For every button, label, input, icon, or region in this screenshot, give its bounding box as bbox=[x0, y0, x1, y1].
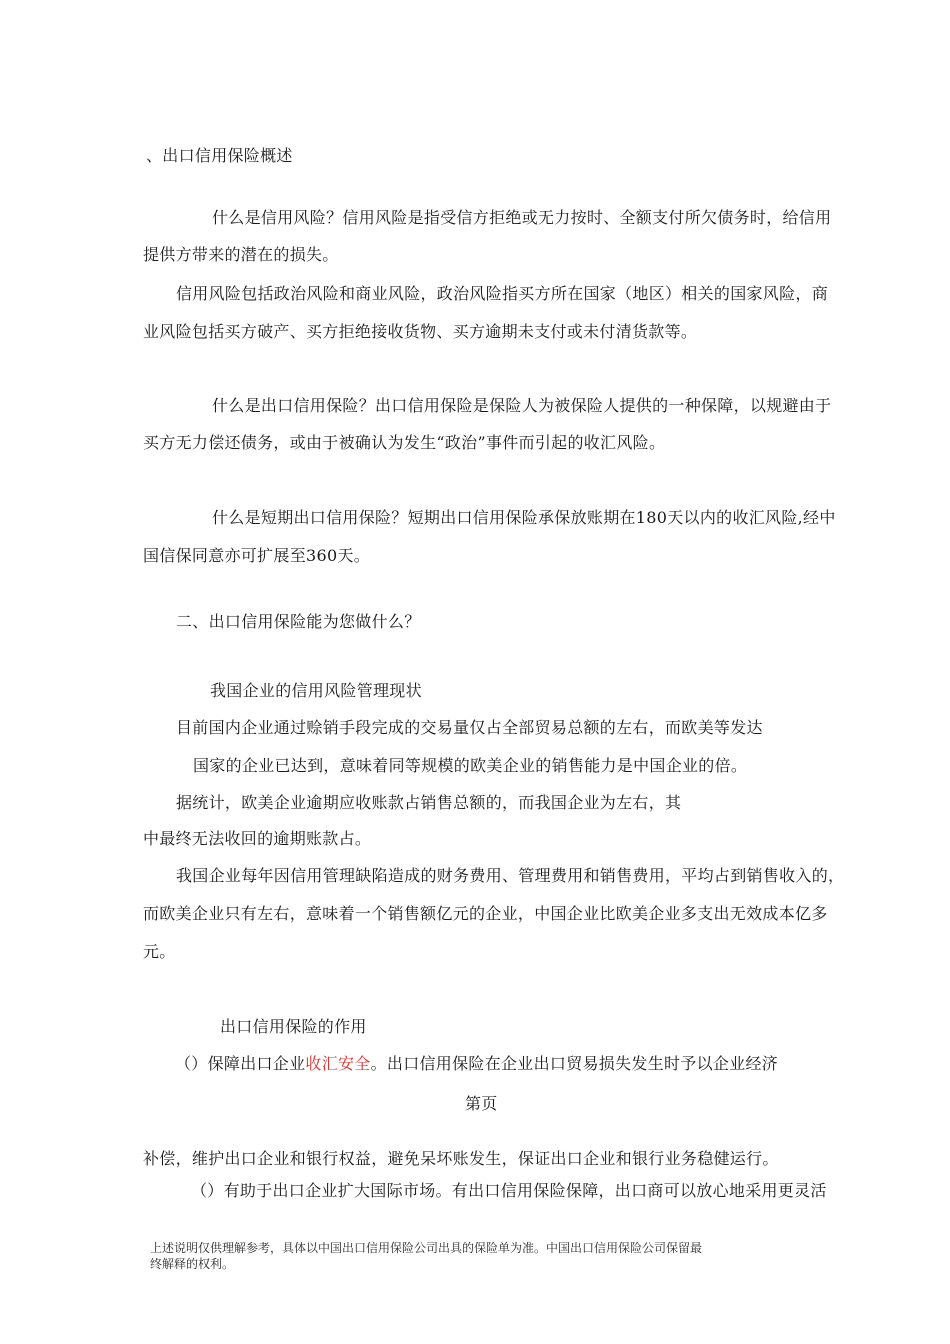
paragraph-export-insurance-line-2: 买方无力偿还债务，或由于被确认为发生“政治”事件而引起的收汇风险。 bbox=[143, 433, 666, 452]
role-item-1 bbox=[175, 1054, 778, 1074]
footer-note-line-2: 终解释的权利。 bbox=[150, 1257, 235, 1271]
role-item-1-text: 。出口信用保险在企业出口贸易损失发生时予以企业经济 bbox=[370, 1054, 779, 1073]
subheading-risk-status: 我国企业的信用风险管理现状 bbox=[210, 681, 422, 700]
paragraph-status-line-4: 中最终无法收回的逾期账款占。 bbox=[143, 829, 372, 848]
highlight-receipt-safety: 收汇安全 bbox=[305, 1054, 371, 1073]
section-heading-1: 、出口信用保险概述 bbox=[146, 146, 293, 165]
subheading-insurance-role: 出口信用保险的作用 bbox=[220, 1017, 367, 1036]
footer-note-line-1: 上述说明仅供理解参考，具体以中国出口信用保险公司出具的保险单为准。中国出口信用保险公司保留最 bbox=[150, 1241, 703, 1255]
paragraph-risk-types-line-2: 业风险包括买方破产、买方拒绝接收货物、买方逾期未支付或未付清货款等。 bbox=[143, 322, 698, 341]
paragraph-status-line-5: 我国企业每年因信用管理缺陷造成的财务费用、管理费用和销售费用，平均占到销售收入的， bbox=[176, 866, 845, 885]
paragraph-status-line-2: 国家的企业已达到，意味着同等规模的欧美企业的销售能力是中国企业的倍。 bbox=[193, 756, 748, 775]
paragraph-credit-risk-line-1: 什么是信用风险？信用风险是指受信方拒绝或无力按时、全额支付所欠债务时，给信用 bbox=[212, 208, 832, 227]
paragraph-status-line-6: 而欧美企业只有左右，意味着一个销售额亿元的企业，中国企业比欧美企业多支出无效成本亿多 bbox=[143, 904, 828, 923]
paragraph-export-insurance-line-1: 什么是出口信用保险？出口信用保险是保险人为被保险人提供的一种保障，以规避由于 bbox=[212, 396, 832, 415]
paragraph-risk-types-line-1: 信用风险包括政治风险和商业风险，政治风险指买方所在国家（地区）相关的国家风险，商 bbox=[176, 284, 829, 303]
role-item-1-prefix: （）保障出口企业 bbox=[175, 1054, 306, 1073]
paragraph-status-line-3: 据统计，欧美企业逾期应收账款占销售总额的，而我国企业为左右，其 bbox=[176, 793, 682, 812]
section-heading-2: 二、出口信用保险能为您做什么？ bbox=[176, 612, 421, 631]
paragraph-short-term-line-2: 国信保同意亦可扩展至360天。 bbox=[143, 546, 371, 565]
paragraph-credit-risk-line-2: 提供方带来的潜在的损失。 bbox=[143, 245, 339, 264]
paragraph-status-line-7: 元。 bbox=[143, 942, 176, 961]
role-item-2: （）有助于出口企业扩大国际市场。有出口信用保险保障，出口商可以放心地采用更灵活 bbox=[191, 1181, 827, 1200]
paragraph-status-line-1: 目前国内企业通过赊销手段完成的交易量仅占全部贸易总额的左右，而欧美等发达 bbox=[176, 718, 763, 737]
paragraph-short-term-line-1: 什么是短期出口信用保险？短期出口信用保险承保放账期在180天以内的收汇风险,经中 bbox=[212, 508, 836, 527]
role-item-1-continued: 补偿，维护出口企业和银行权益，避免呆坏账发生，保证出口企业和银行业务稳健运行。 bbox=[143, 1149, 779, 1168]
page-number-label: 第页 bbox=[465, 1094, 498, 1113]
